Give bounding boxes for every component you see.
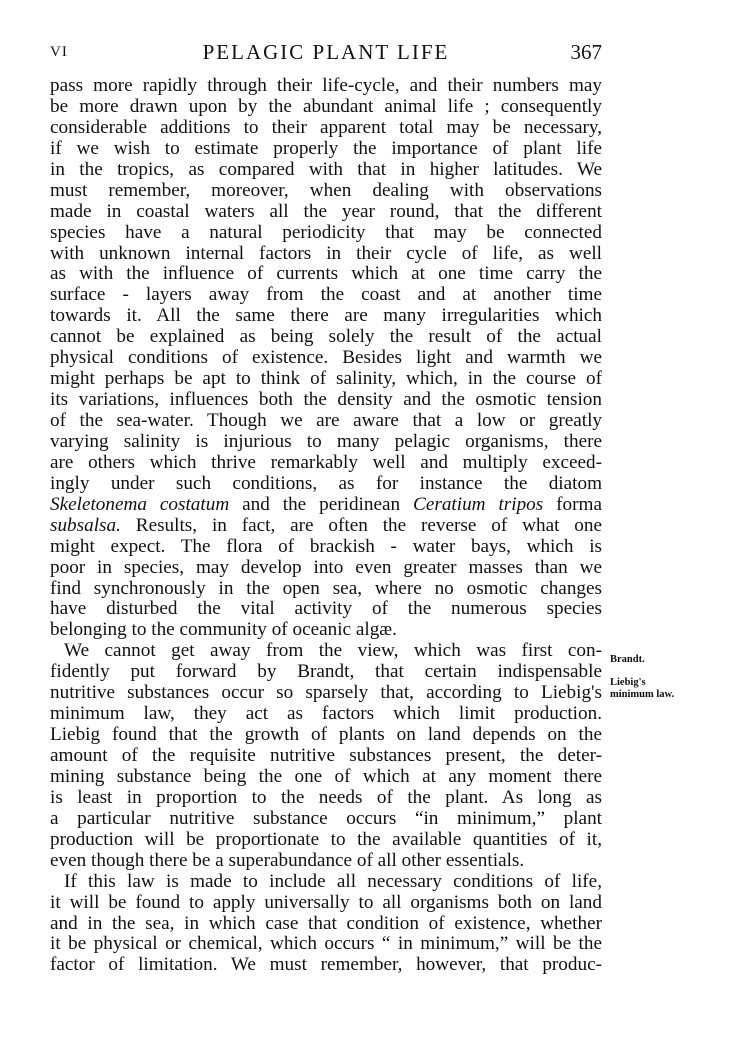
text-line: it will be found to apply universally to all organisms both on land xyxy=(50,891,602,913)
text-line: species have a natural periodicity that may be connected xyxy=(50,221,602,243)
text-line: fidently put forward by Brandt, that certain indispensable xyxy=(50,661,602,683)
body-text xyxy=(50,76,602,976)
text-line: varying salinity is injurious to many pelagic organisms, there xyxy=(50,430,602,452)
margin-note-liebig: Liebig's xyxy=(610,677,646,688)
text-line: If this law is made to include all necessary conditions of life, xyxy=(64,870,602,892)
page-number: 367 xyxy=(570,40,602,64)
margin-note-brandt: Brandt. xyxy=(610,654,645,665)
text-line: be more drawn upon by the abundant animal life ; consequently xyxy=(50,95,602,117)
text-line: ingly under such conditions, as for instance the diatom xyxy=(50,472,602,494)
text-line: are others which thrive remarkably well and multiply exceed- xyxy=(50,451,602,473)
text-line: made in coastal waters all the year round, that the different xyxy=(50,200,602,222)
text-line: in the tropics, as compared with that in higher latitudes. We xyxy=(50,158,602,180)
text-line: is least in proportion to the needs of the plant. As long as xyxy=(50,786,602,808)
text-line: Liebig found that the growth of plants on land depends on the xyxy=(50,724,602,746)
text-fragment: forma xyxy=(543,493,602,515)
text-line: towards it. All the same there are many irregularities which xyxy=(50,305,602,327)
species-name: subsalsa. xyxy=(50,514,121,536)
text-line: surface - layers away from the coast and at another time xyxy=(50,284,602,306)
text-line: minimum law, they act as factors which limit production. xyxy=(50,703,602,725)
running-header xyxy=(50,40,602,70)
text-line-species xyxy=(50,516,602,537)
text-line: must remember, moreover, when dealing with observations xyxy=(50,179,602,201)
running-title: PELAGIC PLANT LIFE xyxy=(202,40,450,64)
text-fragment: and the peridinean xyxy=(229,493,414,515)
text-line: might perhaps be apt to think of salinity, which, in the course of xyxy=(50,368,602,390)
text-line: pass more rapidly through their life-cycle, and their numbers may xyxy=(50,75,602,96)
text-line-species xyxy=(50,495,602,516)
text-line: belonging to the community of oceanic algæ. xyxy=(50,619,397,641)
text-line: and in the sea, in which case that condition of existence, whether xyxy=(50,912,602,934)
text-line: production will be proportionate to the available quantities of it, xyxy=(50,828,602,850)
text-line: a particular nutritive substance occurs “in minimum,” plant xyxy=(50,807,602,829)
text-line: find synchronously in the open sea, where no osmotic changes xyxy=(50,577,602,599)
text-line: have disturbed the vital activity of the numerous species xyxy=(50,598,602,620)
text-fragment: Results, in fact, are often the reverse of what one xyxy=(120,514,602,536)
text-line: as with the influence of currents which at one time carry the xyxy=(50,263,602,285)
text-line: We cannot get away from the view, which was first con- xyxy=(64,640,602,662)
text-line: it be physical or chemical, which occurs “ in minimum,” will be the xyxy=(50,933,602,955)
text-line: with unknown internal factors in their cycle of life, as well xyxy=(50,242,602,264)
margin-note-minimum-law: minimum law. xyxy=(610,689,675,700)
text-line: might expect. The flora of brackish - water bays, which is xyxy=(50,535,602,557)
text-line: mining substance being the one of which at any moment there xyxy=(50,765,602,787)
species-name: Skeletonema costatum xyxy=(50,493,230,515)
text-line: nutritive substances occur so sparsely that, according to Liebig's xyxy=(50,682,602,704)
text-line: its variations, influences both the density and the osmotic tension xyxy=(50,389,602,411)
text-line: physical conditions of existence. Besides light and warmth we xyxy=(50,347,602,369)
text-line: poor in species, may develop into even greater masses than we xyxy=(50,556,602,578)
text-line: of the sea-water. Though we are aware that a low or greatly xyxy=(50,410,602,431)
text-line: even though there be a superabundance of all other essentials. xyxy=(50,849,525,871)
chapter-number: VI xyxy=(50,44,68,60)
text-line: if we wish to estimate properly the importance of plant life xyxy=(50,137,602,159)
species-name: Ceratium tripos xyxy=(413,493,544,515)
text-line: considerable additions to their apparent total may be necessary, xyxy=(50,116,602,138)
text-line: factor of limitation. We must remember, however, that produc- xyxy=(50,954,602,976)
text-line: amount of the requisite nutritive substances present, the deter- xyxy=(50,745,602,766)
text-line: cannot be explained as being solely the result of the actual xyxy=(50,326,602,348)
